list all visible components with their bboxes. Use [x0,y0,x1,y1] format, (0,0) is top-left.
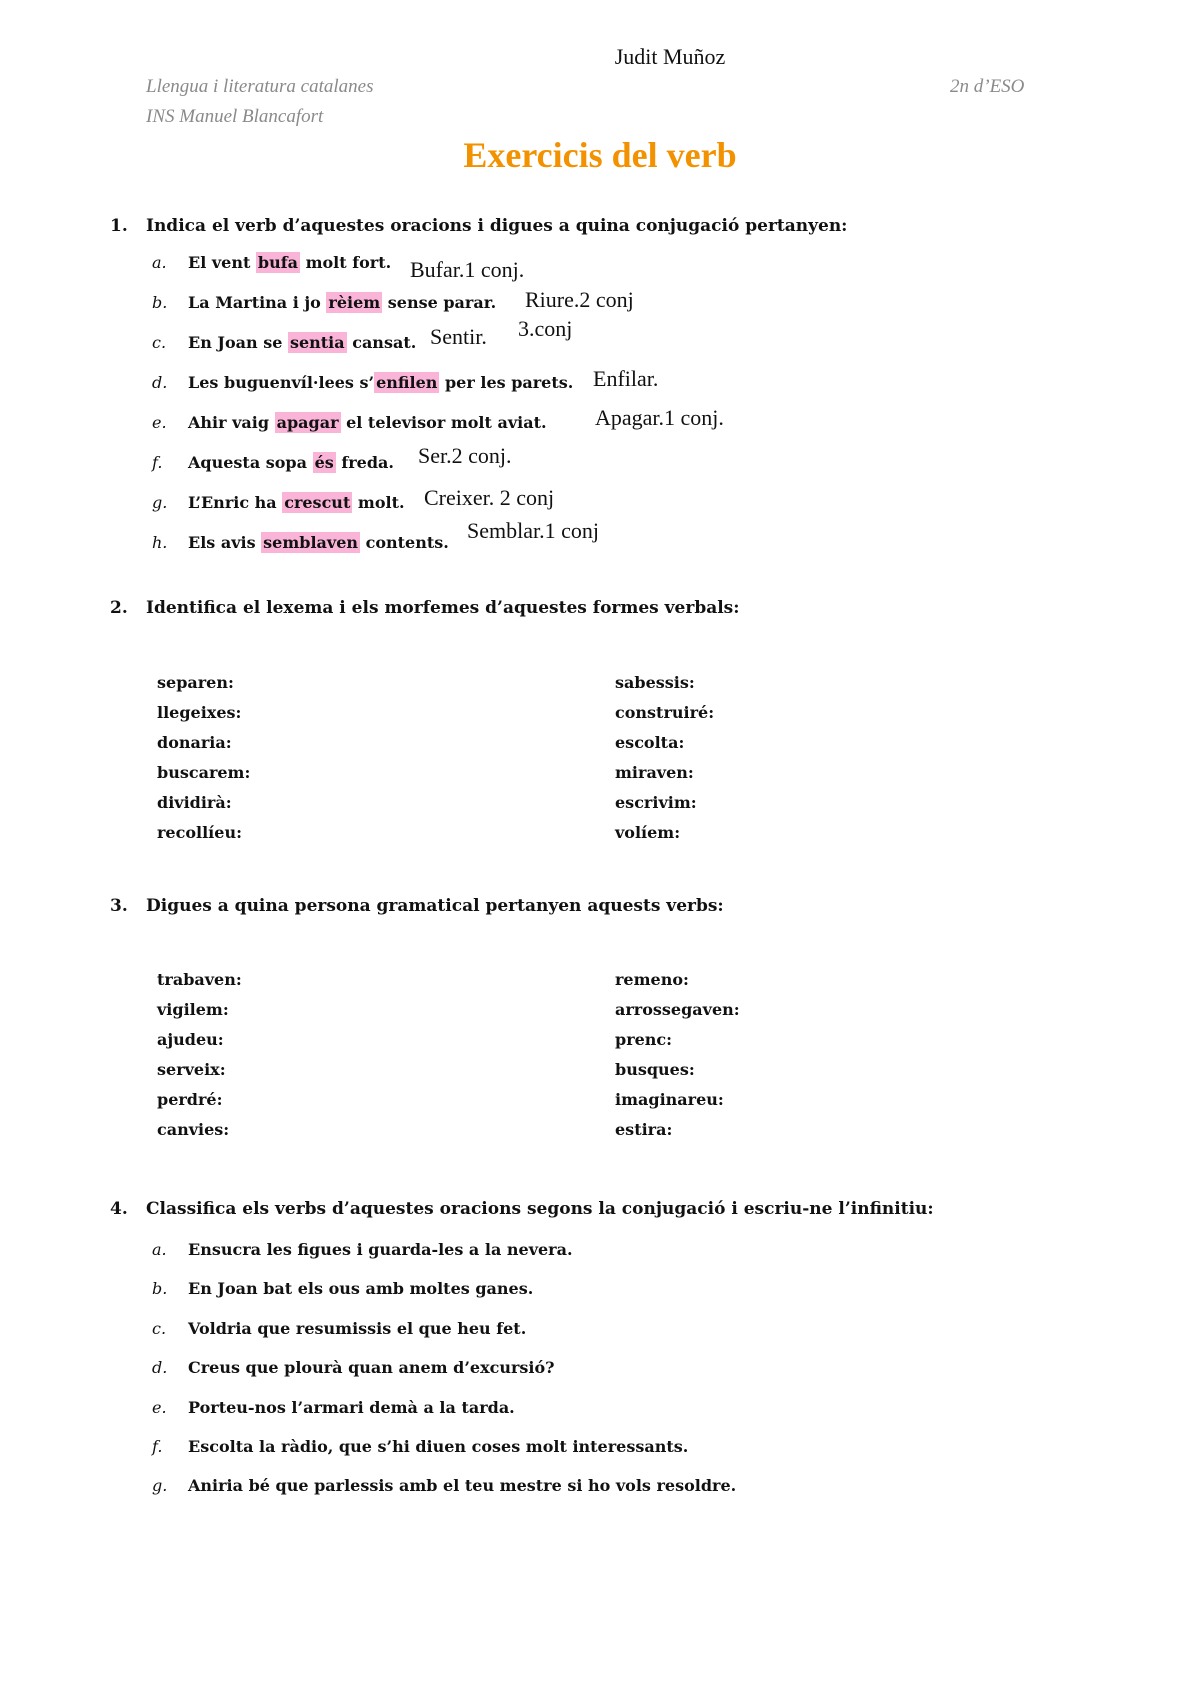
item-sentence [188,533,449,552]
item-sentence: En Joan bat els ous amb moltes ganes. [188,1279,534,1298]
sentence-before: Aquesta sopa [188,453,313,472]
exercise-4-item [0,1319,1200,1343]
verb-form-right: remeno: [615,970,689,989]
exercise-4-number: 4. [110,1199,128,1219]
answer-a: Bufar.1 conj. [410,257,525,282]
verb-form-right: sabessis: [615,673,695,692]
answer-h: Semblar.1 conj [467,518,599,543]
exercise-1-item [0,533,1200,557]
subject-label: Llengua i literatura catalanes [146,76,374,97]
verb-form-right: volíem: [615,823,681,842]
exercise-2-heading [0,598,1200,622]
item-letter: f. [152,1437,163,1456]
item-letter: b. [152,293,168,312]
verb-form-left: trabaven: [157,970,242,989]
answer-g: Creixer. 2 conj [424,485,555,510]
item-letter: f. [152,453,163,472]
item-sentence: Aniria bé que parlessis amb el teu mestre si ho vols resoldre. [188,1476,737,1495]
highlighted-verb: rèiem [328,293,381,312]
sentence-after: el televisor molt aviat. [340,413,547,432]
verb-form-left: separen: [157,673,234,692]
exercise-1-item [0,493,1200,517]
exercise-4-heading [0,1199,1200,1223]
highlighted-verb: crescut [284,493,351,512]
sentence-before: Els avis [188,533,262,552]
item-letter: d. [152,373,168,392]
item-sentence: Ensucra les figues i guarda-les a la nevera. [188,1240,573,1259]
verb-form-left: donaria: [157,733,232,752]
highlighted-verb: semblaven [263,533,359,552]
grade-label: 2n d’ESO [950,76,1025,97]
item-sentence [188,413,547,432]
exercise-4-item [0,1240,1200,1264]
item-letter: e. [152,1398,167,1417]
verb-form-right: escolta: [615,733,685,752]
verb-form-right: prenc: [615,1030,673,1049]
item-letter: c. [152,1319,167,1338]
exercise-4-instruction: Classifica els verbs d’aquestes oracions segons la conjugació i escriu-ne l’infinitiu: [146,1199,934,1219]
highlighted-verb: sentia [289,333,345,352]
item-letter: b. [152,1279,168,1298]
answer-d: Enfilar. [593,366,659,391]
sentence-before: Les buguenvíl·lees s’ [188,373,375,392]
item-letter: e. [152,413,167,432]
item-sentence: Porteu-nos l’armari demà a la tarda. [188,1398,515,1417]
exercise-3-number: 3. [110,896,128,916]
sentence-after: freda. [335,453,394,472]
item-sentence [188,253,391,272]
sentence-after: sense parar. [382,293,497,312]
item-letter: h. [152,533,168,552]
exercise-4-item [0,1279,1200,1303]
highlighted-verb: enfilen [376,373,438,392]
verb-form-right: busques: [615,1060,695,1079]
verb-form-right: escrivim: [615,793,697,812]
item-sentence: Escolta la ràdio, que s’hi diuen coses molt interessants. [188,1437,689,1456]
exercise-1-heading [0,216,1200,240]
school-label: INS Manuel Blancafort [146,106,324,127]
sentence-after: cansat. [346,333,417,352]
sentence-after: molt. [352,493,405,512]
verb-form-right: imaginareu: [615,1090,724,1109]
answer-c-verb: Sentir. [430,324,487,349]
item-sentence [188,293,496,312]
sentence-after: per les parets. [439,373,574,392]
exercise-4-item [0,1437,1200,1461]
verb-form-right: estira: [615,1120,673,1139]
item-letter: a. [152,253,167,272]
exercise-1-item [0,453,1200,477]
verb-form-left: ajudeu: [157,1030,224,1049]
verb-form-left: canvies: [157,1120,230,1139]
answer-f: Ser.2 conj. [418,443,512,468]
item-letter: g. [152,493,168,512]
exercise-2-instruction: Identifica el lexema i els morfemes d’aquestes formes verbals: [146,598,740,618]
sentence-before: En Joan se [188,333,288,352]
item-letter: c. [152,333,167,352]
verb-form-right: construiré: [615,703,715,722]
item-sentence [188,333,416,352]
highlighted-verb: apagar [276,413,339,432]
item-letter: a. [152,1240,167,1259]
exercise-1-number: 1. [110,216,128,236]
exercise-2-number: 2. [110,598,128,618]
answer-e: Apagar.1 conj. [595,405,724,430]
answer-c-conj: 3.conj [518,316,573,341]
sentence-after: contents. [360,533,449,552]
answer-b: Riure.2 conj [525,287,634,312]
exercise-1-instruction: Indica el verb d’aquestes oracions i digues a quina conjugació pertanyen: [146,216,848,236]
item-letter: d. [152,1358,168,1377]
item-sentence [188,453,394,472]
verb-form-left: recollíeu: [157,823,242,842]
exercise-1-item [0,253,1200,277]
item-sentence [188,493,405,512]
page-title: Exercicis del verb [463,135,737,175]
item-sentence: Voldria que resumissis el que heu fet. [188,1319,527,1338]
verb-form-left: serveix: [157,1060,226,1079]
sentence-before: El vent [188,253,256,272]
exercise-4-item [0,1476,1200,1500]
exercise-4-item [0,1398,1200,1422]
exercise-1-item [0,333,1200,357]
verb-form-left: buscarem: [157,763,251,782]
verb-form-left: llegeixes: [157,703,242,722]
sentence-before: La Martina i jo [188,293,327,312]
sentence-before: Ahir vaig [188,413,275,432]
exercise-4-item [0,1358,1200,1382]
highlighted-verb: és [314,453,334,472]
item-letter: g. [152,1476,168,1495]
item-sentence [188,373,573,392]
exercise-3-heading [0,896,1200,920]
verb-form-left: dividirà: [157,793,232,812]
verb-form-left: vigilem: [157,1000,229,1019]
item-sentence: Creus que plourà quan anem d’excursió? [188,1358,555,1377]
verb-form-right: arrossegaven: [615,1000,740,1019]
exercise-3-instruction: Digues a quina persona gramatical pertanyen aquests verbs: [146,896,724,916]
verb-form-right: miraven: [615,763,694,782]
sentence-after: molt fort. [300,253,392,272]
highlighted-verb: bufa [257,253,298,272]
author-name: Judit Muñoz [614,44,726,69]
sentence-before: L’Enric ha [188,493,283,512]
verb-form-left: perdré: [157,1090,223,1109]
